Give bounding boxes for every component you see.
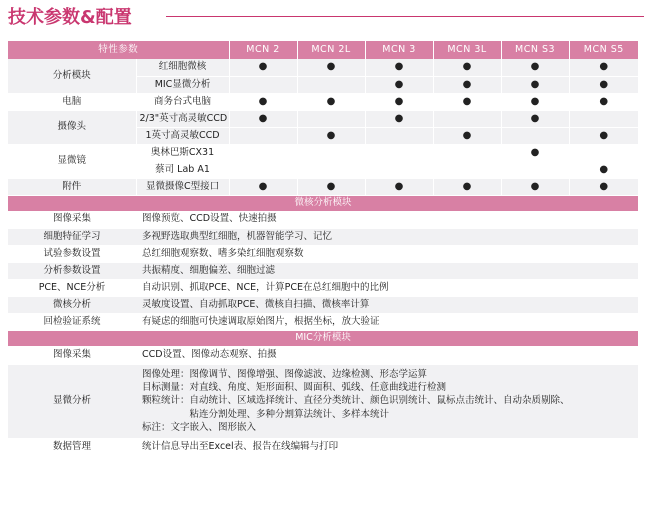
row-description: [136, 364, 638, 438]
included-dot-icon: ●: [530, 78, 540, 90]
model-header: MCN 3L: [433, 41, 501, 59]
included-dot-icon: ●: [530, 112, 540, 124]
spec-dot-cell: [297, 127, 365, 144]
spec-table: [8, 41, 638, 457]
spec-dot-cell: [365, 76, 433, 93]
spec-dot-cell: [501, 76, 569, 93]
spec-row: [8, 110, 638, 127]
spec-dot-cell: [297, 144, 365, 161]
spec-dot-cell: [433, 59, 501, 76]
spec-dot-cell: [501, 127, 569, 144]
model-header: MCN S5: [569, 41, 638, 59]
spec-category: 显微镜: [8, 144, 136, 178]
spec-row: [8, 178, 638, 195]
spec-dot-cell: [569, 144, 638, 161]
spec-dot-cell: [365, 178, 433, 195]
description-line: 颗粒统计：自动统计、区域选择统计、直径分类统计、颜色识别统计、鼠标点击统计、自动杂质剔除、: [142, 395, 570, 407]
spec-dot-cell: [365, 59, 433, 76]
spec-dot-cell: [433, 93, 501, 110]
row-label: 图像采集: [8, 346, 136, 364]
row-description: 灵敏度设置、自动抓取PCE、微核自扫描、微核率计算: [136, 296, 638, 313]
included-dot-icon: ●: [326, 129, 336, 141]
spec-row: [8, 59, 638, 76]
model-header: MCN 2: [229, 41, 297, 59]
spec-dot-cell: [365, 93, 433, 110]
spec-dot-cell: [365, 127, 433, 144]
table-row: [8, 364, 638, 438]
included-dot-icon: ●: [258, 61, 268, 73]
spec-dot-cell: [297, 161, 365, 178]
row-label: 数据管理: [8, 438, 136, 456]
description-line: 粘连分割处理、多种分割算法统计、多样本统计: [142, 408, 390, 420]
included-dot-icon: ●: [394, 112, 404, 124]
spec-dot-cell: [433, 178, 501, 195]
spec-category: 摄像头: [8, 110, 136, 144]
section-header-mic: [8, 330, 638, 346]
spec-item: 红细胞微核: [136, 59, 229, 76]
spec-dot-cell: [569, 59, 638, 76]
included-dot-icon: ●: [326, 180, 336, 192]
table-row: [8, 279, 638, 296]
row-label: PCE、NCE分析: [8, 279, 136, 296]
row-description: 共振精度、细胞偏差、细胞过滤: [136, 262, 638, 279]
spec-dot-cell: [433, 110, 501, 127]
spec-dot-cell: [569, 178, 638, 195]
included-dot-icon: ●: [462, 180, 472, 192]
spec-dot-cell: [569, 127, 638, 144]
included-dot-icon: ●: [599, 163, 609, 175]
included-dot-icon: ●: [530, 95, 540, 107]
spec-dot-cell: [297, 110, 365, 127]
included-dot-icon: ●: [530, 180, 540, 192]
spec-dot-cell: [297, 59, 365, 76]
title-bar: [8, 3, 638, 31]
spec-dot-cell: [365, 110, 433, 127]
included-dot-icon: ●: [462, 129, 472, 141]
section-header-micronucleus: [8, 195, 638, 211]
spec-dot-cell: [229, 110, 297, 127]
included-dot-icon: ●: [394, 180, 404, 192]
table-row: [8, 313, 638, 330]
spec-dot-cell: [501, 178, 569, 195]
spec-row: [8, 144, 638, 161]
included-dot-icon: ●: [394, 78, 404, 90]
included-dot-icon: ●: [462, 78, 472, 90]
row-description: 有疑虑的细胞可快速调取原始图片，根据坐标，放大验证: [136, 313, 638, 330]
spec-item: MIC显微分析: [136, 76, 229, 93]
spec-dot-cell: [365, 161, 433, 178]
title-divider: [166, 16, 644, 17]
included-dot-icon: ●: [462, 61, 472, 73]
included-dot-icon: ●: [530, 61, 540, 73]
table-row: [8, 245, 638, 262]
model-header: MCN S3: [501, 41, 569, 59]
table-row: [8, 296, 638, 313]
row-label: 分析参数设置: [8, 262, 136, 279]
table-row: [8, 211, 638, 228]
spec-dot-cell: [433, 127, 501, 144]
spec-header-row: [8, 41, 638, 59]
model-header: MCN 3: [365, 41, 433, 59]
row-description: 自动识别、抓取PCE、NCE，计算PCE在总红细胞中的比例: [136, 279, 638, 296]
spec-dot-cell: [501, 161, 569, 178]
spec-dot-cell: [501, 93, 569, 110]
description-line: 图像处理：图像调节、图像增强、图像滤波、边缘检测、形态学运算: [142, 368, 428, 380]
spec-category: 附件: [8, 178, 136, 195]
spec-dot-cell: [433, 161, 501, 178]
spec-item: 1英寸高灵敏CCD: [136, 127, 229, 144]
row-label: 细胞特征学习: [8, 228, 136, 245]
spec-dot-cell: [433, 144, 501, 161]
spec-category: 电脑: [8, 93, 136, 110]
spec-dot-cell: [229, 161, 297, 178]
spec-dot-cell: [569, 93, 638, 110]
spec-dot-cell: [297, 93, 365, 110]
spec-item: 商务台式电脑: [136, 93, 229, 110]
table-row: [8, 438, 638, 456]
included-dot-icon: ●: [258, 112, 268, 124]
included-dot-icon: ●: [258, 180, 268, 192]
row-description: 总红细胞观察数、嗜多染红细胞观察数: [136, 245, 638, 262]
model-header: MCN 2L: [297, 41, 365, 59]
spec-dot-cell: [569, 76, 638, 93]
feature-header: 特性参数: [8, 41, 229, 59]
row-description: 图像预览、CCD设置、快速拍摄: [136, 211, 638, 228]
included-dot-icon: ●: [599, 95, 609, 107]
section-title: 微核分析模块: [8, 195, 638, 211]
included-dot-icon: ●: [599, 180, 609, 192]
included-dot-icon: ●: [394, 95, 404, 107]
row-description: 多视野选取典型红细胞，机器智能学习、记忆: [136, 228, 638, 245]
row-label: 微核分析: [8, 296, 136, 313]
row-description: 统计信息导出至Excel表、报告在线编辑与打印: [136, 438, 638, 456]
spec-dot-cell: [229, 127, 297, 144]
spec-dot-cell: [229, 93, 297, 110]
spec-row: [8, 93, 638, 110]
spec-category: 分析模块: [8, 59, 136, 93]
included-dot-icon: ●: [530, 146, 540, 158]
spec-dot-cell: [501, 144, 569, 161]
included-dot-icon: ●: [599, 129, 609, 141]
table-row: [8, 228, 638, 245]
included-dot-icon: ●: [326, 61, 336, 73]
spec-dot-cell: [297, 178, 365, 195]
description-line: 目标测量：对直线、角度、矩形面积、圆面积、弧线、任意曲线进行检测: [142, 381, 447, 393]
row-label: 图像采集: [8, 211, 136, 228]
description-line: 标注：文字嵌入、图形嵌入: [142, 422, 257, 434]
row-label: 试验参数设置: [8, 245, 136, 262]
spec-dot-cell: [501, 110, 569, 127]
spec-dot-cell: [229, 59, 297, 76]
spec-dot-cell: [365, 144, 433, 161]
row-label: 显微分析: [8, 364, 136, 438]
spec-dot-cell: [229, 144, 297, 161]
spec-item: 2/3"英寸高灵敏CCD: [136, 110, 229, 127]
spec-dot-cell: [229, 178, 297, 195]
page-title: 技术参数&配置: [8, 7, 132, 28]
included-dot-icon: ●: [326, 95, 336, 107]
row-label: 回检验证系统: [8, 313, 136, 330]
spec-dot-cell: [297, 76, 365, 93]
spec-dot-cell: [433, 76, 501, 93]
row-description: CCD设置、图像动态观察、拍摄: [136, 346, 638, 364]
included-dot-icon: ●: [462, 95, 472, 107]
included-dot-icon: ●: [599, 78, 609, 90]
table-row: [8, 262, 638, 279]
spec-item: 显微摄像C型接口: [136, 178, 229, 195]
included-dot-icon: ●: [258, 95, 268, 107]
included-dot-icon: ●: [394, 61, 404, 73]
spec-dot-cell: [229, 76, 297, 93]
spec-dot-cell: [569, 110, 638, 127]
spec-dot-cell: [569, 161, 638, 178]
table-row: [8, 346, 638, 364]
spec-item: 蔡司 Lab A1: [136, 161, 229, 178]
section-title: MIC分析模块: [8, 330, 638, 346]
included-dot-icon: ●: [599, 61, 609, 73]
spec-dot-cell: [501, 59, 569, 76]
spec-item: 奥林巴斯CX31: [136, 144, 229, 161]
